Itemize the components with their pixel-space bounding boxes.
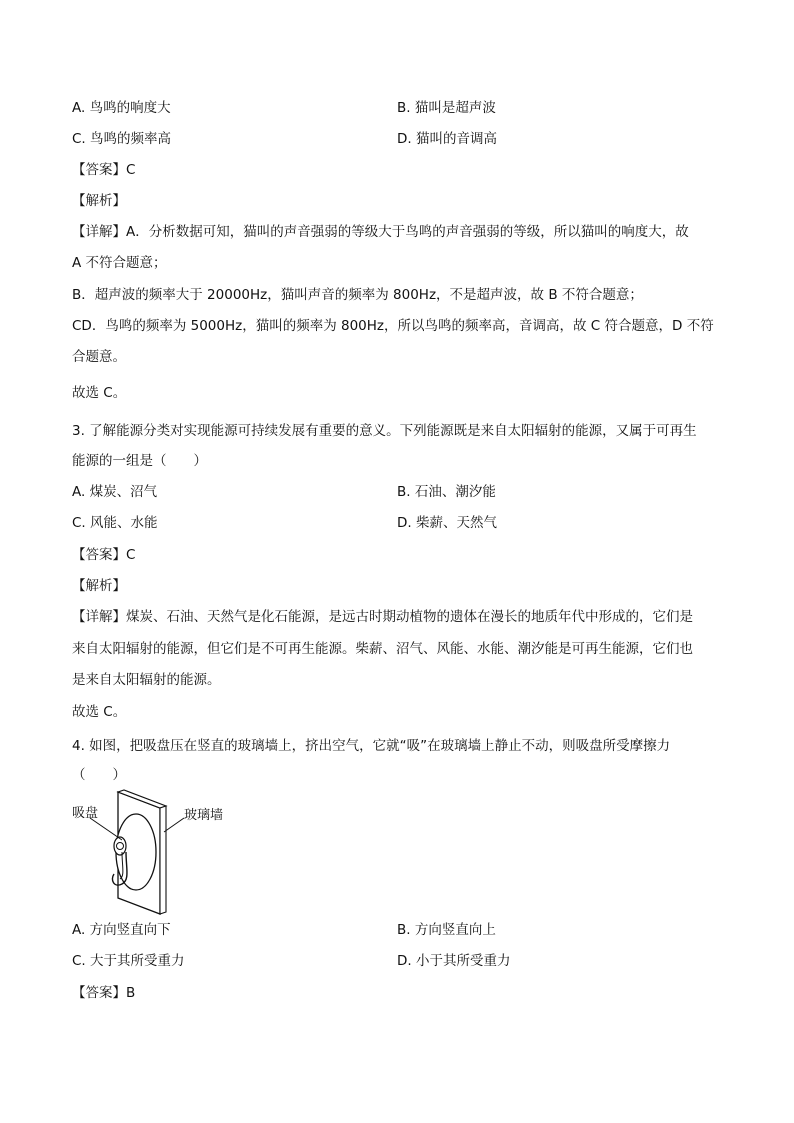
label-glass-wall: 玻璃墙 <box>184 808 224 823</box>
suction-cup-figure <box>70 788 260 916</box>
q2-option-b: B. 猫叫是超声波 <box>397 100 496 116</box>
q2-detail-line: B．超声波的频率大于 20000Hz，猫叫声音的频率为 800Hz，不是超声波，故 B 不符合题意； <box>72 287 643 303</box>
q4-option-d: D. 小于其所受重力 <box>397 953 511 969</box>
q4-answer: 【答案】B <box>72 985 136 1001</box>
label-suction-cup: 吸盘 <box>72 806 99 821</box>
q3-detail-line: 来自太阳辐射的能源，但它们是不可再生能源。柴薪、沼气、风能、水能、潮汐能是可再生能源，它们也 <box>72 641 693 657</box>
q3-option-d: D. 柴薪、天然气 <box>397 515 497 531</box>
q2-detail-line: 合题意。 <box>72 349 126 365</box>
q2-option-c: C. 鸟鸣的频率高 <box>72 131 172 147</box>
q3-detail-line: 是来自太阳辐射的能源。 <box>72 672 221 688</box>
q3-answer: 【答案】C <box>72 547 136 563</box>
q2-detail-line: CD．鸟鸣的频率为 5000Hz，猫叫的频率为 800Hz，所以鸟鸣的频率高，音调高，故 C 符合题意，D 不符 <box>72 318 714 334</box>
suction-cup-diagram <box>70 788 260 916</box>
q4-option-c: C. 大于其所受重力 <box>72 953 185 969</box>
q2-option-a: A. 鸟鸣的响度大 <box>72 100 171 116</box>
q2-analysis-heading: 【解析】 <box>72 193 126 209</box>
suction-knob-center <box>117 843 124 850</box>
q4-option-b: B. 方向竖直向上 <box>397 922 496 938</box>
q3-conclusion: 故选 C。 <box>72 704 127 720</box>
q3-detail-line: 【详解】煤炭、石油、天然气是化石能源，是远古时期动植物的遗体在漫长的地质年代中形成的，它们是 <box>72 609 693 625</box>
q4-stem-line: 4. 如图，把吸盘压在竖直的玻璃墙上，挤出空气，它就“吸”在玻璃墙上静止不动，则吸盘所受摩擦力 <box>72 738 671 754</box>
q3-stem-line: 3. 了解能源分类对实现能源可持续发展有重要的意义。下列能源既是来自太阳辐射的能源，又属于可再生 <box>72 423 697 439</box>
leader-line-wall <box>164 818 184 832</box>
q2-option-d: D. 猫叫的音调高 <box>397 131 497 147</box>
q3-option-a: A. 煤炭、沼气 <box>72 484 158 500</box>
q4-option-a: A. 方向竖直向下 <box>72 922 171 938</box>
q2-detail-line: 【详解】A．分析数据可知，猫叫的声音强弱的等级大于鸟鸣的声音强弱的等级，所以猫叫的响度大，故 <box>72 224 689 240</box>
q4-stem-line: （ ） <box>72 767 126 783</box>
q3-analysis-heading: 【解析】 <box>72 578 126 594</box>
q2-answer: 【答案】C <box>72 162 136 178</box>
q3-stem-line: 能源的一组是（ ） <box>72 453 207 469</box>
q2-detail-line: A 不符合题意； <box>72 255 167 271</box>
glass-wall-side <box>160 806 166 914</box>
q2-conclusion: 故选 C。 <box>72 385 127 401</box>
q3-option-b: B. 石油、潮汐能 <box>397 484 496 500</box>
q3-option-c: C. 风能、水能 <box>72 515 158 531</box>
